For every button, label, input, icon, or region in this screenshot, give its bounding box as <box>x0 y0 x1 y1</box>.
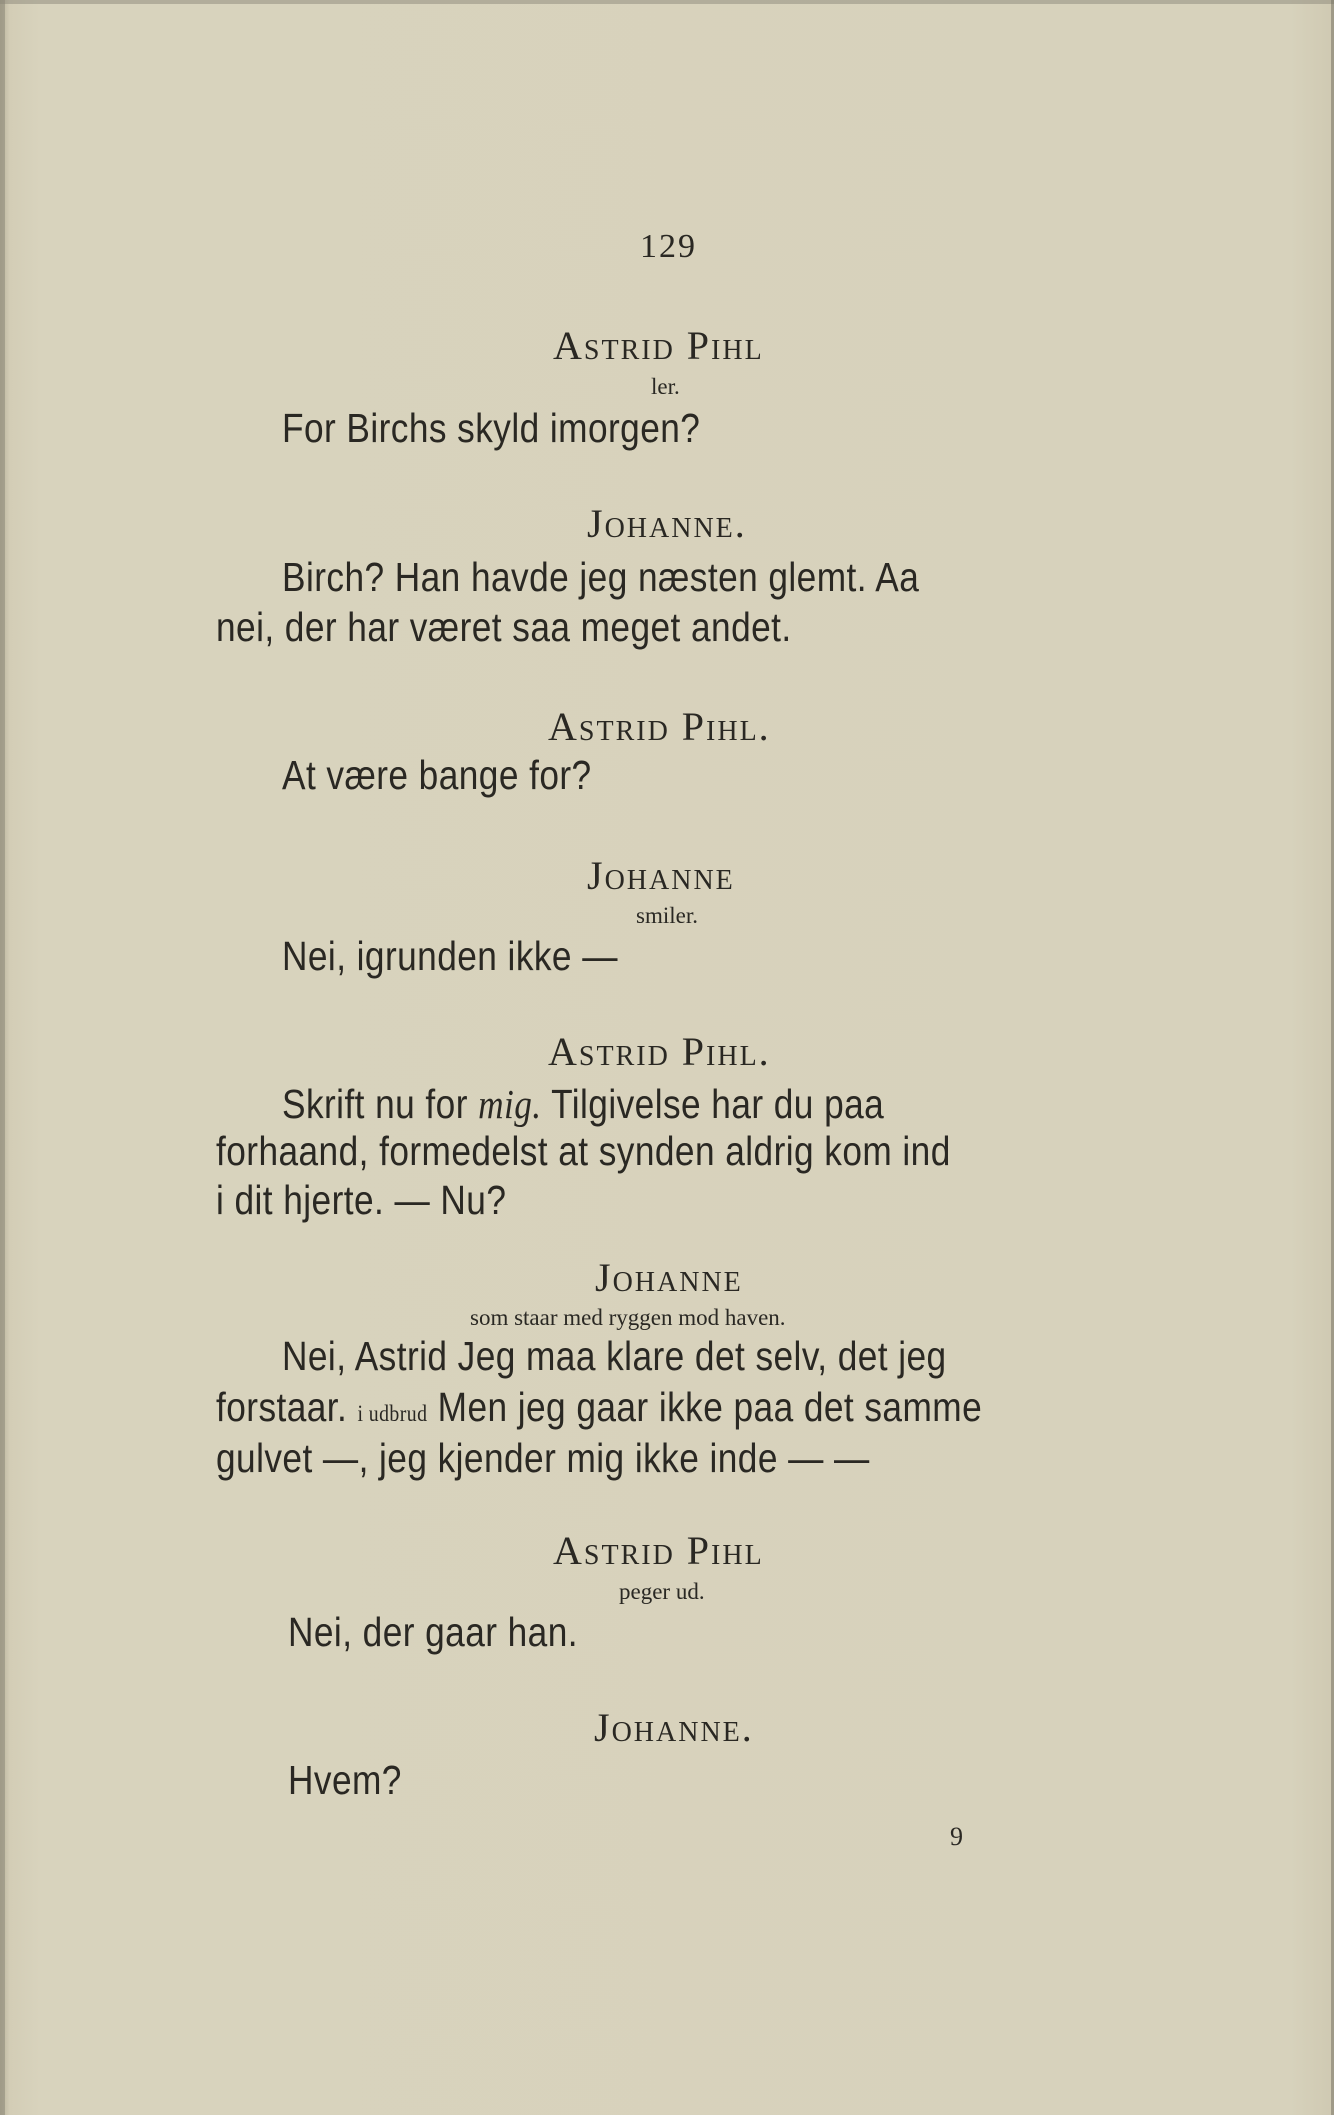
speaker-name: Astrid Pihl <box>553 323 764 368</box>
emphasis-text: mig. <box>478 1081 542 1127</box>
speaker-name: Johanne <box>587 853 735 898</box>
dialogue-line: gulvet —, jeg kjender mig ikke inde — — <box>216 1435 870 1481</box>
stage-direction: ler. <box>651 374 680 399</box>
page-top-edge <box>0 0 1334 4</box>
dialogue-line: Hvem? <box>288 1757 402 1803</box>
dialogue-line: Nei, der gaar han. <box>288 1609 578 1655</box>
speaker-name: Johanne. <box>587 501 747 546</box>
speaker-name: Johanne <box>595 1255 743 1300</box>
dialogue-text: Skrift nu for <box>282 1081 479 1127</box>
page-left-edge <box>0 0 5 2115</box>
dialogue-line: nei, der har været saa meget andet. <box>216 604 792 650</box>
dialogue-text: forstaar. <box>216 1384 358 1430</box>
dialogue-line: forhaand, formedelst at synden aldrig kom ind <box>216 1128 951 1174</box>
dialogue-text: Tilgivelse har du paa <box>541 1081 885 1127</box>
signature-mark: 9 <box>950 1822 963 1851</box>
inline-stage-direction: i udbrud <box>357 1401 428 1426</box>
stage-direction: smiler. <box>636 903 698 928</box>
speaker-name: Astrid Pihl <box>553 1528 764 1573</box>
dialogue-text: Men jeg gaar ikke paa det samme <box>427 1384 983 1430</box>
stage-direction: som staar med ryggen mod haven. <box>470 1305 786 1330</box>
speaker-name: Astrid Pihl. <box>548 1029 771 1074</box>
dialogue-line <box>216 1384 982 1431</box>
speaker-name: Johanne. <box>594 1705 754 1750</box>
page-number: 129 <box>640 228 697 265</box>
dialogue-line: Nei, igrunden ikke — <box>282 933 618 979</box>
stage-direction: peger ud. <box>619 1579 705 1604</box>
dialogue-line: For Birchs skyld imorgen? <box>282 405 701 451</box>
dialogue-line: Birch? Han havde jeg næsten glemt. Aa <box>282 554 920 600</box>
dialogue-line: i dit hjerte. — Nu? <box>216 1177 507 1223</box>
dialogue-line: At være bange for? <box>282 752 592 798</box>
dialogue-line: Nei, Astrid Jeg maa klare det selv, det jeg <box>282 1333 947 1379</box>
speaker-name: Astrid Pihl. <box>548 704 771 749</box>
dialogue-line <box>282 1080 884 1128</box>
